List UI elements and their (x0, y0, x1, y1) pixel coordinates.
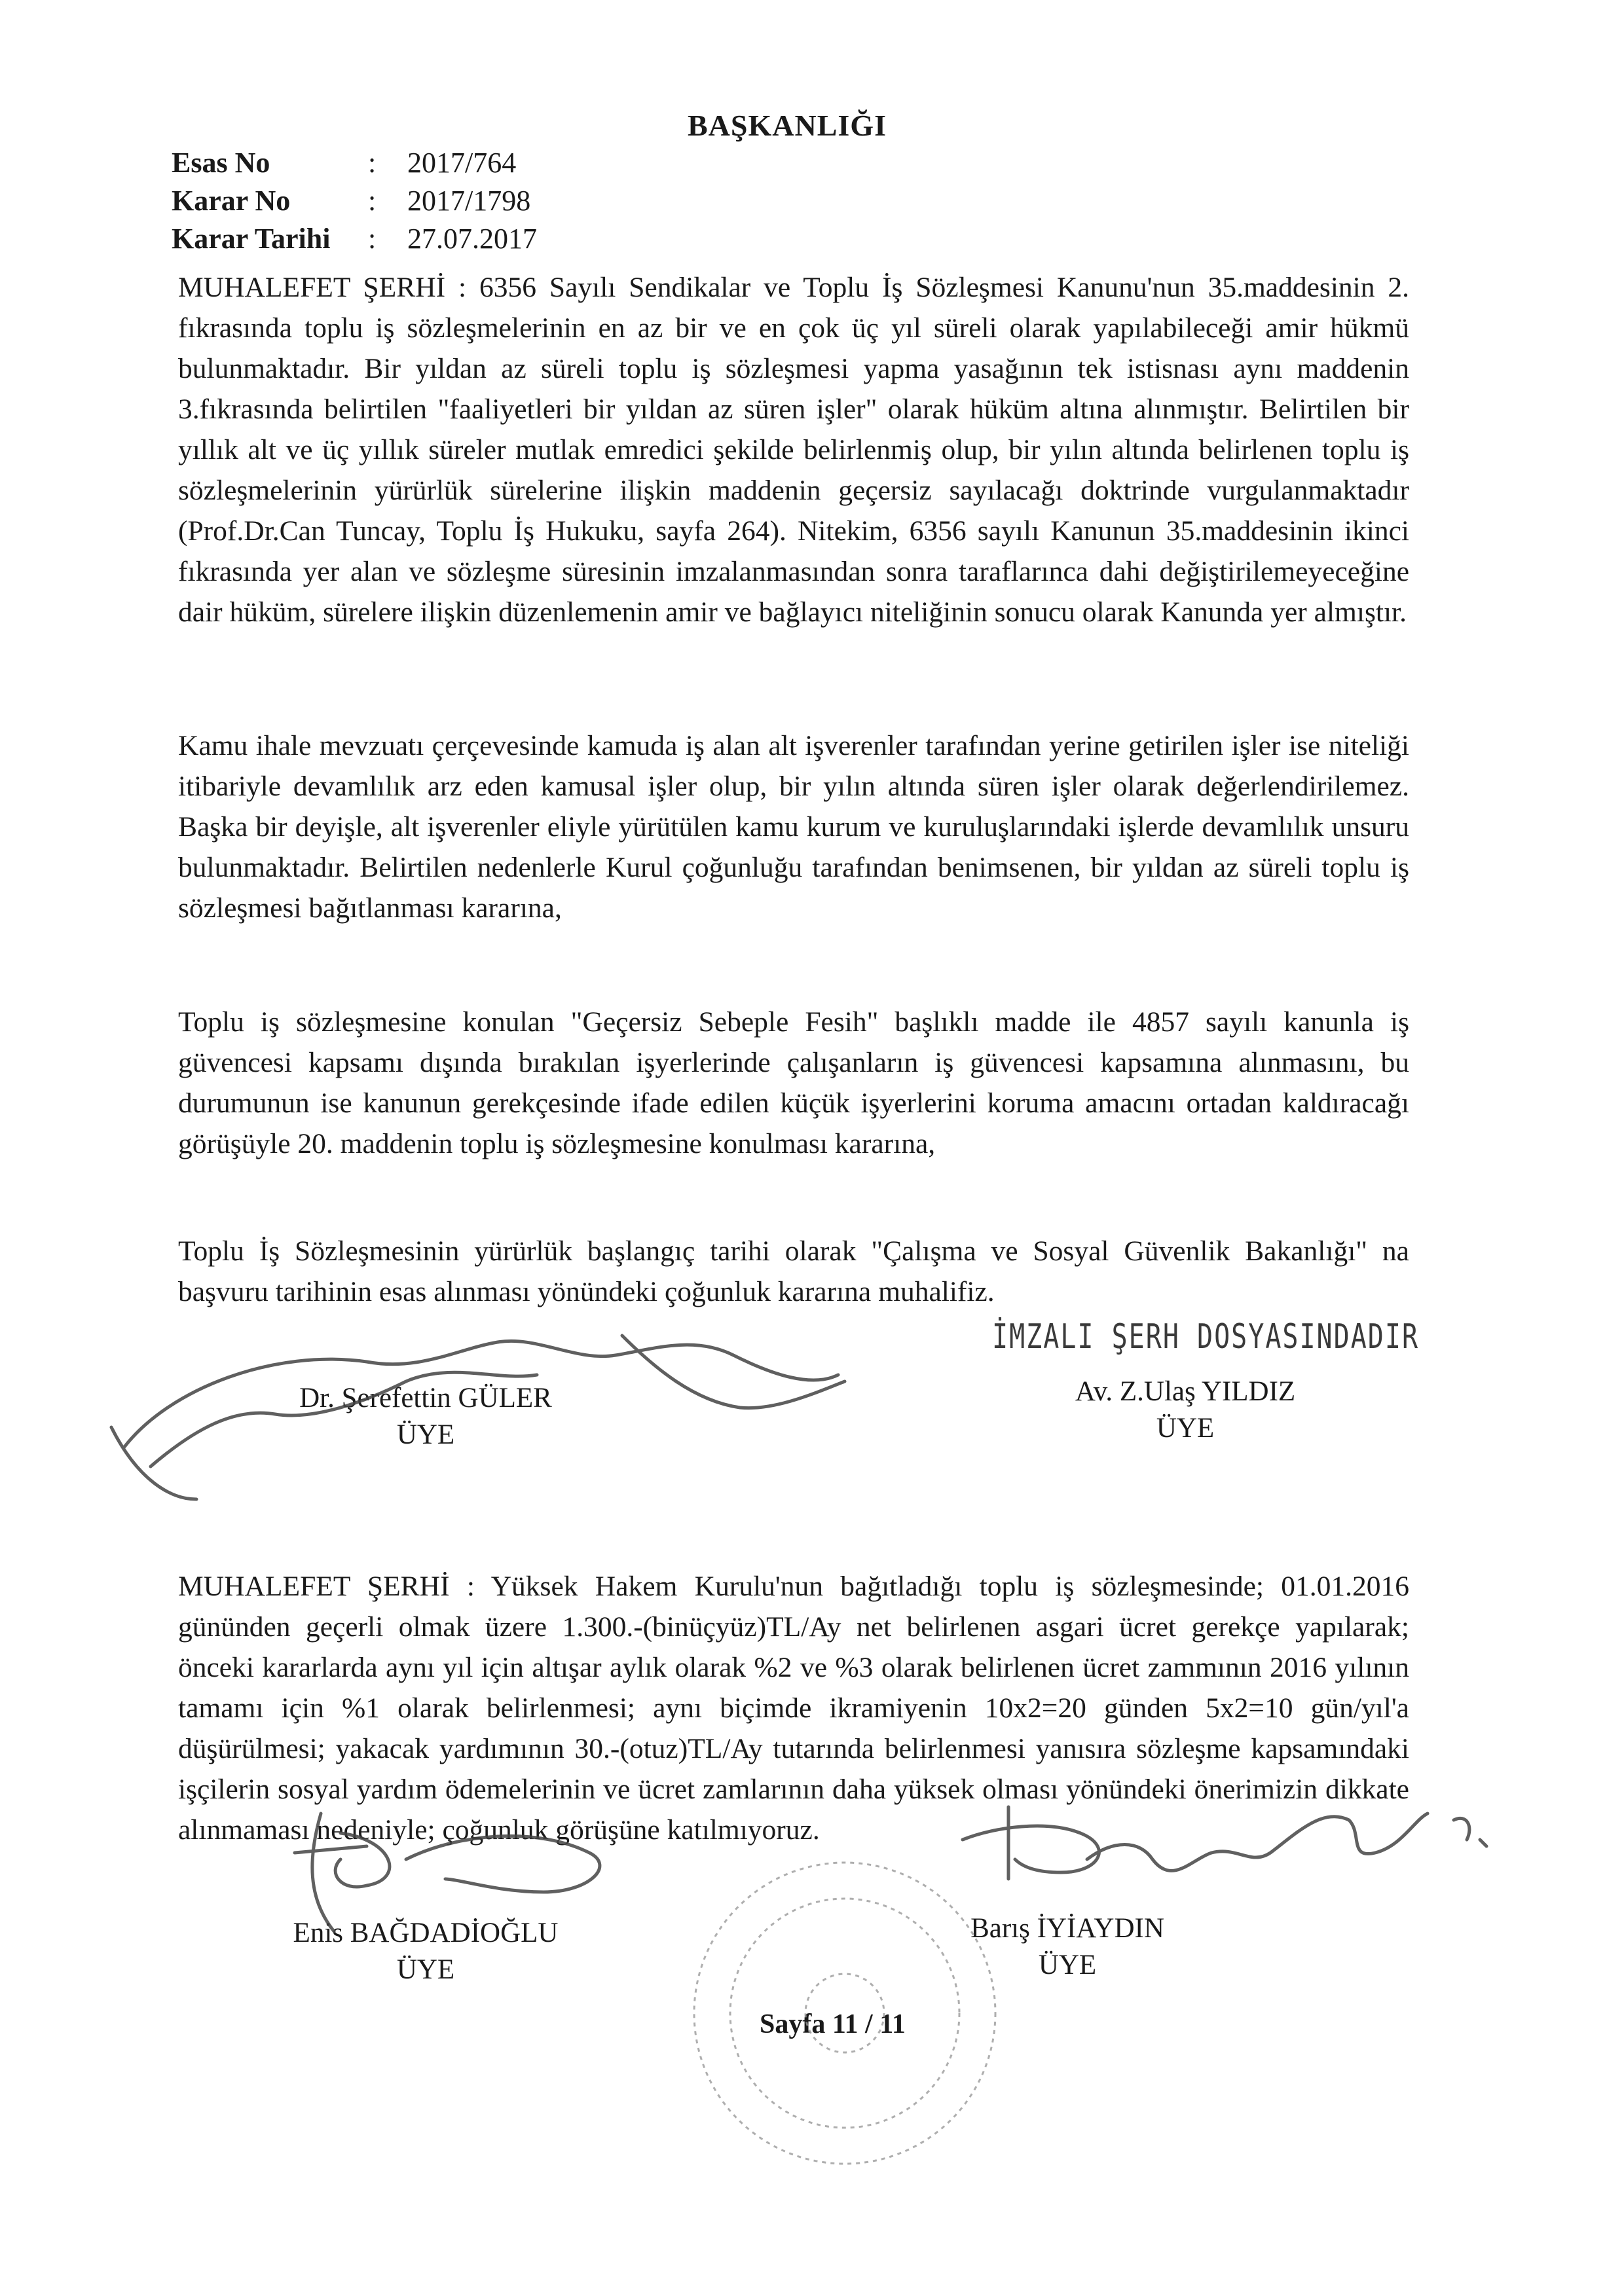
meta-label: Karar No (172, 185, 291, 217)
signatory-bagdadioglu (255, 1915, 596, 1988)
dissent-paragraph-2: Kamu ihale mevzuatı çerçevesinde kamuda iş alan alt işverenler tarafından yerine getirilen işler ise niteliği itibariyle devamlılık arz eden kamusal işler olup, bir yılın altında süren işler olarak değerlendirilemez. Başka bir deyişle, alt işverenler eliyle yürütülen kamu kurum ve kuruluşlarındaki işlerde devamlılık unsuru bulunmaktadır. Belirtilen nedenlerle Kurul çoğunluğu tarafından benimsenen, bir yıldan az süreli toplu iş sözleşmesi bağıtlanması kararına, (178, 730, 1409, 924)
meta-colon: : (368, 223, 377, 255)
meta-label: Karar Tarihi (172, 223, 331, 255)
meta-value: 27.07.2017 (407, 223, 537, 255)
case-meta (172, 144, 537, 258)
dissent-paragraph-3: Toplu iş sözleşmesine konulan "Geçersiz Sebeple Fesih" başlıklı madde ile 4857 sayılı kanunla iş güvencesi kapsamı dışında bırakılan işyerlerinde çalışanların iş güvencesi kapsamına alınmasını, bu durumunun ise kanunun gerekçesinde ifade edilen küçük işyerlerini koruma amacını ortadan kaldıracağı görüşüyle 20. maddenin toplu iş sözleşmesine konulması kararına, (178, 1006, 1409, 1159)
signatory-role: ÜYE (396, 1419, 455, 1450)
signatory-name: Enis BAĞDADİOĞLU (293, 1918, 559, 1948)
signatory-name: Dr. Şerefettin GÜLER (299, 1383, 552, 1413)
meta-row-tarih (172, 220, 537, 258)
signatory-iyiaydin (917, 1910, 1218, 1984)
meta-row-esas (172, 144, 537, 182)
dissent-paragraph-1: MUHALEFET ŞERHİ : 6356 Sayılı Sendikalar ve Toplu İş Sözleşmesi Kanunu'nun 35.maddesinin 2. fıkrasında toplu iş sözleşmelerinin en az bir ve en çok üç yıl süreli olarak yapılabileceği amir hükmü bulunmaktadır. Bir yıldan az süreli toplu iş sözleşmesi yapma yasağının tek istisnası aynı maddenin 3.fıkrasında belirtilen "faaliyetleri bir yıldan az süren işler" olarak hüküm altına alınmıştır. Belirtilen bir yıllık alt ve üç yıllık süreler mutlak emredici şekilde belirlenmiş olup, bir yılın altında belirlenen toplu iş sözleşmelerinin yürürlük sürelerine ilişkin maddenin geçersiz sayılacağı doktrinde vurgulanmaktadır (Prof.Dr.Can Tuncay, Toplu İş Hukuku, sayfa 264). Nitekim, 6356 sayılı Kanunun 35.maddesinin ikinci fıkrasında yer alan ve sözleşme süresinin imzalanmasından sonra taraflarınca dahi değiştirilemeyeceğine dair hüküm, sürelere ilişkin düzenlemenin amir ve bağlayıcı niteliğinin sonucu olarak Kanunda yer almıştır. (178, 272, 1409, 628)
signatory-role: ÜYE (1156, 1413, 1215, 1444)
signatory-name: Av. Z.Ulaş YILDIZ (1075, 1376, 1296, 1407)
signatory-yildiz (1015, 1374, 1356, 1447)
meta-row-karar (172, 182, 537, 220)
signatory-guler (282, 1380, 570, 1453)
meta-value: 2017/764 (407, 147, 517, 179)
meta-colon: : (368, 185, 377, 217)
signatory-name: Barış İYİAYDIN (970, 1913, 1164, 1944)
signatory-role: ÜYE (1038, 1950, 1097, 1980)
meta-colon: : (368, 147, 377, 179)
meta-label: Esas No (172, 147, 270, 179)
dissent-paragraph-5: MUHALEFET ŞERHİ : Yüksek Hakem Kurulu'nun bağıtladığı toplu iş sözleşmesinde; 01.01.2016 gününden geçerli olmak üzere 1.300.-(binüçyüz)TL/Ay net belirlenen asgari ücret gerekçe yapılarak; önceki kararlarda aynı yıl için altışar aylık olarak %2 ve %3 olarak belirlenen ücret zammının 2016 yılının tamamı için %1 olarak belirlenmesi; aynı biçimde ikramiyenin 10x2=20 günden 5x2=10 gün/yıl'a düşürülmesi; yakacak yardımının 30.-(otuz)TL/Ay tutarında belirlenmesi yanısıra sözleşme kapsamındaki işçilerin sosyal yardım ödemelerinin ve ücret zamlarının daha yüksek olması yönündeki önerimizin dikkate alınmaması nedeniyle; çoğunluk görüşüne katılmıyoruz. (178, 1571, 1409, 1846)
page-number: Sayfa 11 / 11 (760, 2009, 906, 2039)
signatory-role: ÜYE (396, 1954, 455, 1985)
meta-value: 2017/1798 (407, 185, 531, 217)
signature-on-file-stamp: İMZALI ŞERH DOSYASINDADIR (992, 1317, 1420, 1357)
dissent-paragraph-4: Toplu İş Sözleşmesinin yürürlük başlangıç tarihi olarak "Çalışma ve Sosyal Güvenlik Bakanlığı" na başvuru tarihinin esas alınması yönündeki çoğunluk kararına muhalifiz. (178, 1235, 1409, 1307)
page-heading: BAŞKANLIĞI (688, 109, 887, 142)
